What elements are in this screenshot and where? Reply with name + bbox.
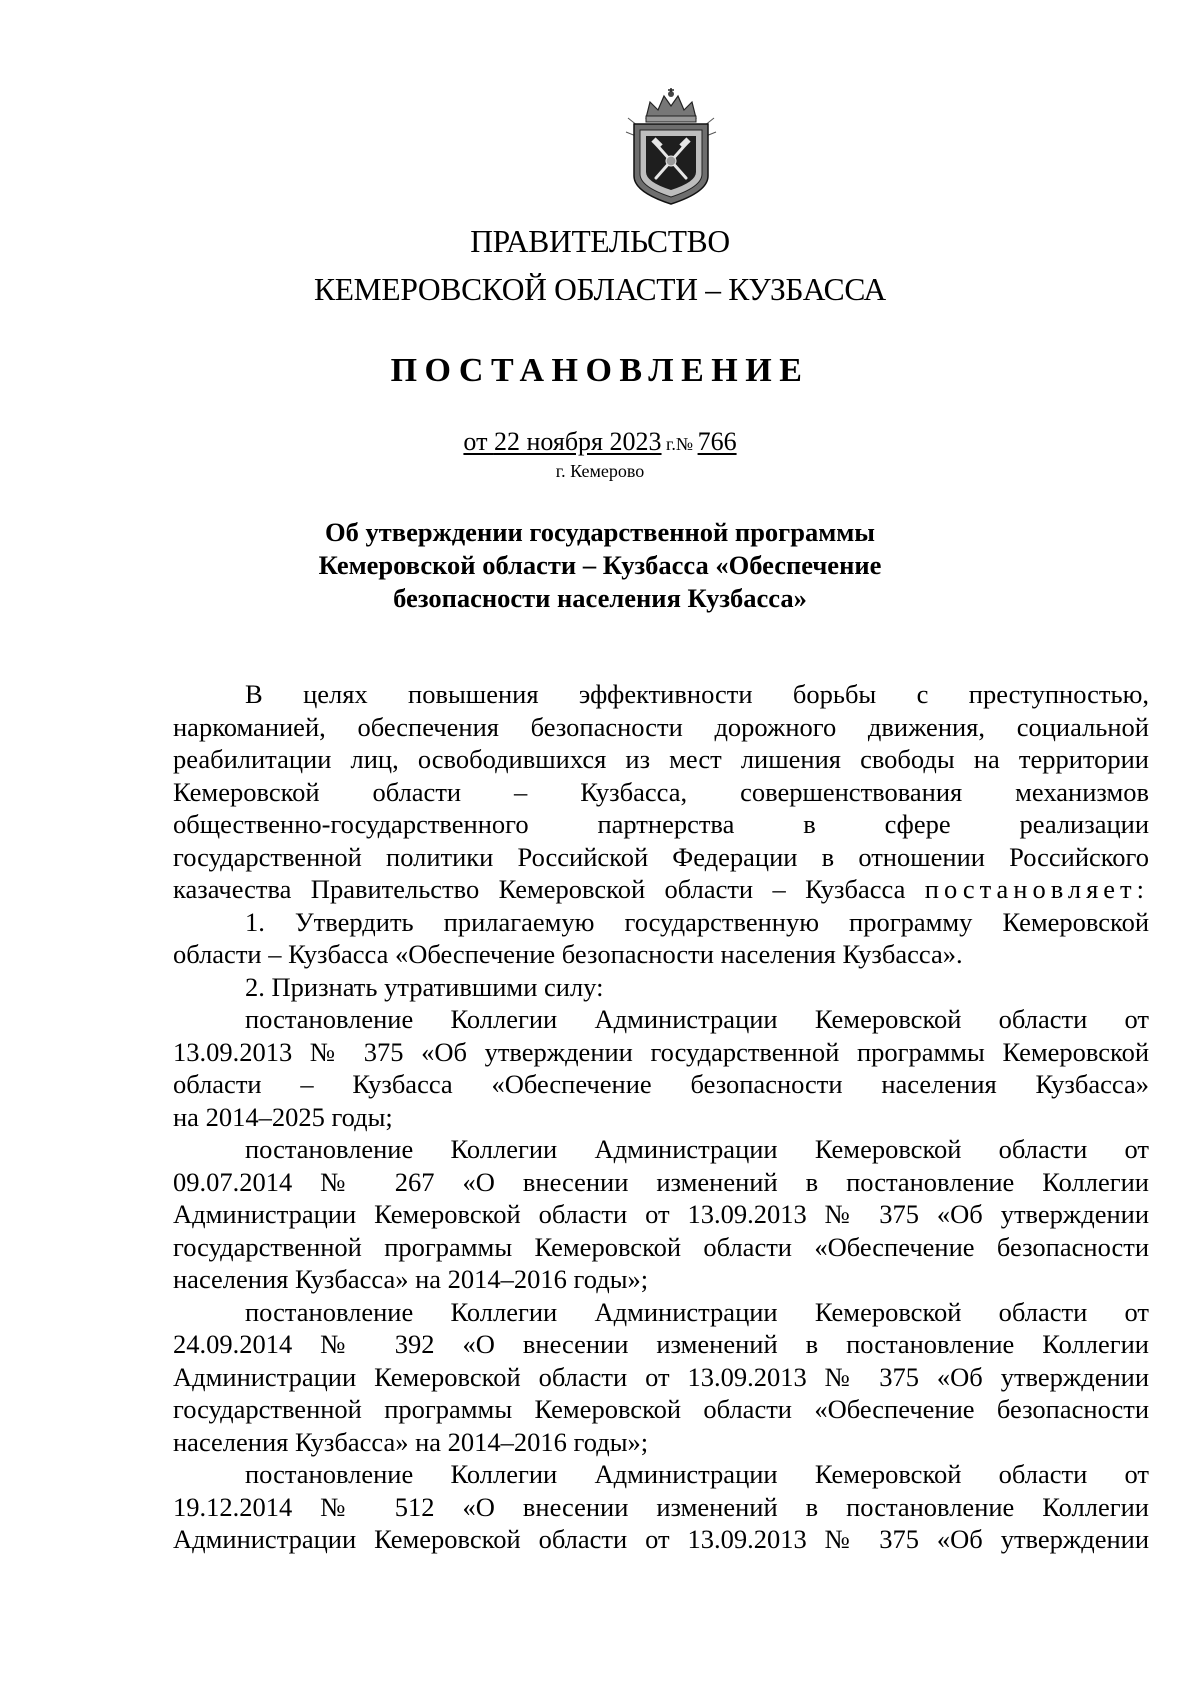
text-line: 09.07.2014 № 267 «О внесении изменений в постановление Коллегии — [173, 1166, 1149, 1197]
text-line: населения Кузбасса» на 2014–2016 годы»; — [173, 1264, 649, 1294]
text-line: 2. Признать утратившими силу: — [245, 971, 604, 1002]
text-line: Кемеровской области – Кузбасса, совершенствования механизмов — [173, 776, 1149, 807]
text-line: области – Кузбасса «Обеспечение безопасности населения Кузбасса» — [173, 1069, 1149, 1099]
document-body — [173, 678, 1149, 1556]
text-line: области – Кузбасса «Обеспечение безопасности населения Кузбасса». — [173, 939, 963, 969]
text-line-prefix: казачества Правительство Кемеровской области – Кузбасса — [173, 874, 925, 904]
subject-line: Кемеровской области – Кузбасса «Обеспечение — [318, 550, 882, 580]
text-line: постановление Коллегии Администрации Кемеровской области от — [245, 1459, 1149, 1489]
paragraph-item-1 — [173, 906, 1149, 971]
text-line: Администрации Кемеровской области от 13.09.2013 № 375 «Об утверждении — [173, 1524, 1149, 1554]
date-prefix: от — [463, 427, 494, 456]
document-subject — [300, 516, 900, 615]
text-line: 13.09.2013 № 375 «Об утверждении государственной программы Кемеровской — [173, 1036, 1149, 1067]
paragraph-preamble — [173, 678, 1149, 906]
resolves-word: постановляет: — [924, 874, 1149, 904]
text-line: 1. Утвердить прилагаемую государственную программу Кемеровской — [245, 906, 1149, 937]
text-line: Администрации Кемеровской области от 13.09.2013 № 375 «Об утверждении — [173, 1199, 1149, 1229]
document-number: 766 — [697, 427, 737, 456]
text-line: постановление Коллегии Администрации Кемеровской области от — [245, 1296, 1149, 1327]
text-line: постановление Коллегии Администрации Кемеровской области от — [245, 1004, 1149, 1034]
paragraph-repealed-3 — [173, 1296, 1149, 1459]
year-suffix: г. — [661, 434, 676, 454]
text-line: 24.09.2014 № 392 «О внесении изменений в постановление Коллегии — [173, 1329, 1149, 1359]
organization-name-line1: ПРАВИТЕЛЬСТВО — [470, 224, 730, 259]
paragraph-repealed-1 — [173, 1003, 1149, 1133]
text-line: государственной программы Кемеровской области «Обеспечение безопасности — [173, 1394, 1149, 1424]
text-line: государственной программы Кемеровской области «Обеспечение безопасности — [173, 1231, 1149, 1262]
document-date: 22 ноября 2023 — [493, 427, 662, 456]
text-line: населения Кузбасса» на 2014–2016 годы»; — [173, 1426, 649, 1457]
date-number-line — [0, 427, 1200, 457]
document-type-title: ПОСТАНОВЛЕНИЕ — [390, 352, 810, 389]
text-line: реабилитации лиц, освободившихся из мест лишения свободы на территории — [173, 744, 1149, 774]
paragraph-repealed-4 — [173, 1458, 1149, 1556]
text-line: постановление Коллегии Администрации Кемеровской области от — [245, 1134, 1149, 1164]
organization-name-line2: КЕМЕРОВСКОЙ ОБЛАСТИ – КУЗБАССА — [314, 272, 886, 307]
text-line: В целях повышения эффективности борьбы с преступностью, — [245, 679, 1149, 709]
text-line: наркоманией, обеспечения безопасности дорожного движения, социальной — [173, 711, 1149, 742]
crown-icon — [646, 88, 696, 122]
text-line: 19.12.2014 № 512 «О внесении изменений в постановление Коллегии — [173, 1491, 1149, 1522]
paragraph-repealed-2 — [173, 1133, 1149, 1296]
coat-of-arms-icon — [624, 88, 718, 206]
text-line: государственной политики Российской Федерации в отношении Российского — [173, 841, 1149, 872]
number-sign: № — [675, 434, 698, 454]
subject-line: Об утверждении государственной программы — [325, 517, 875, 547]
text-line: общественно-государственного партнерства в сфере реализации — [173, 809, 1149, 839]
city: г. Кемерово — [555, 461, 645, 481]
text-line — [173, 873, 1149, 906]
paragraph-item-2 — [173, 971, 1149, 1004]
text-line: на 2014–2025 годы; — [173, 1101, 393, 1132]
text-line: Администрации Кемеровской области от 13.09.2013 № 375 «Об утверждении — [173, 1361, 1149, 1392]
subject-line: безопасности населения Кузбасса» — [393, 583, 807, 613]
